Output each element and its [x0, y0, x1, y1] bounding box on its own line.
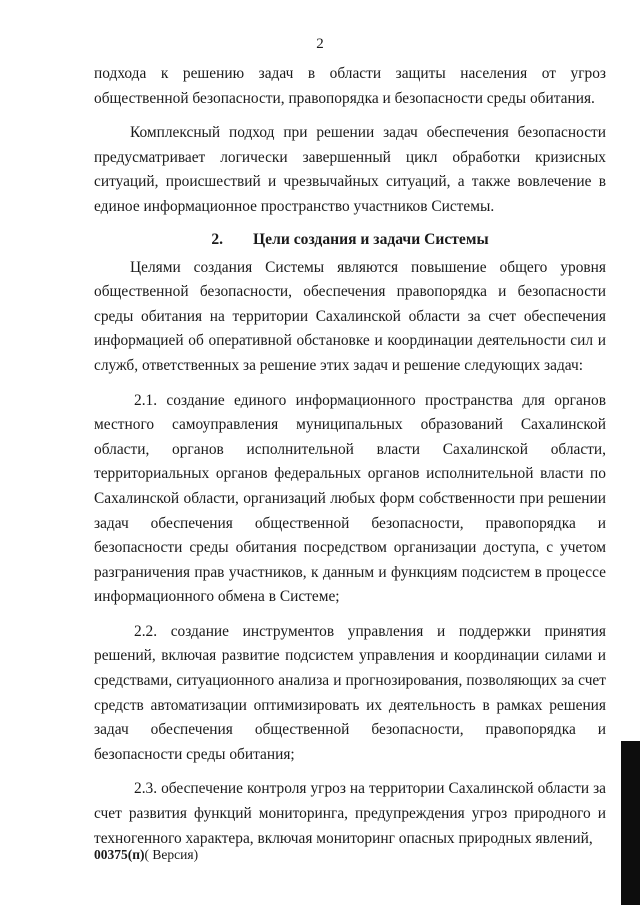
section-title: Цели создания и задачи Системы [253, 230, 489, 248]
paragraph-complex-approach: Комплексный подход при решении задач обеспечения безопасности предусматривает логически завершенный цикл обработки кризисных ситуаций, происшествий и чрезвычайных ситуаций, а также вовлечение в единое информационное пространство участников Системы. [94, 124, 606, 215]
document-version: ( Версия) [144, 847, 199, 862]
page-number: 2 [316, 36, 324, 52]
document-code: 00375(п) [94, 847, 145, 862]
section-heading [94, 228, 606, 252]
document-body [94, 62, 606, 851]
document-footer [94, 847, 198, 863]
scan-edge-artifact [621, 741, 640, 905]
list-item: 2.1. создание единого информационного пространства для органов местного самоуправления муниципальных образований Сахалинской области, органов исполнительной власти Сахалинской области, территориальных органов федеральных органов исполнительной власти по Сахалинской области, организаций любых форм собственности при решении задач обеспечения общественной безопасности, правопорядка и безопасности среды обитания посредством организации доступа, с учетом разграничения прав участников, к данным и функциям подсистем в процессе информационного обмена в Системе; [94, 391, 606, 606]
section-number: 2. [211, 230, 224, 248]
section-intro-paragraph: Целями создания Системы являются повышение общего уровня общественной безопасности, обеспечения правопорядка и безопасности среды обитания на территории Сахалинской области за счет обеспечения информацией об оперативной обстановке и координации деятельности сил и служб, ответственных за решение этих задач и решение следующих задач: [94, 258, 606, 374]
paragraph-continuation: подхода к решению задач в области защиты населения от угроз общественной безопасности, правопорядка и безопасности среды обитания. [94, 65, 606, 107]
list-item: 2.2. создание инструментов управления и поддержки принятия решений, включая развитие подсистем управления и координации силами и средствами, ситуационного анализа и прогнозирования, позволяющих за счет средств автоматизации оптимизировать их деятельность в рамках решения задач обеспечения общественной безопасности, правопорядка и безопасности среды обитания; [94, 622, 606, 763]
list-item: 2.3. обеспечение контроля угроз на территории Сахалинской области за счет развития функций мониторинга, предупреждения угроз природного и техногенного характера, включая мониторинг опасных природных явлений, [94, 780, 606, 847]
